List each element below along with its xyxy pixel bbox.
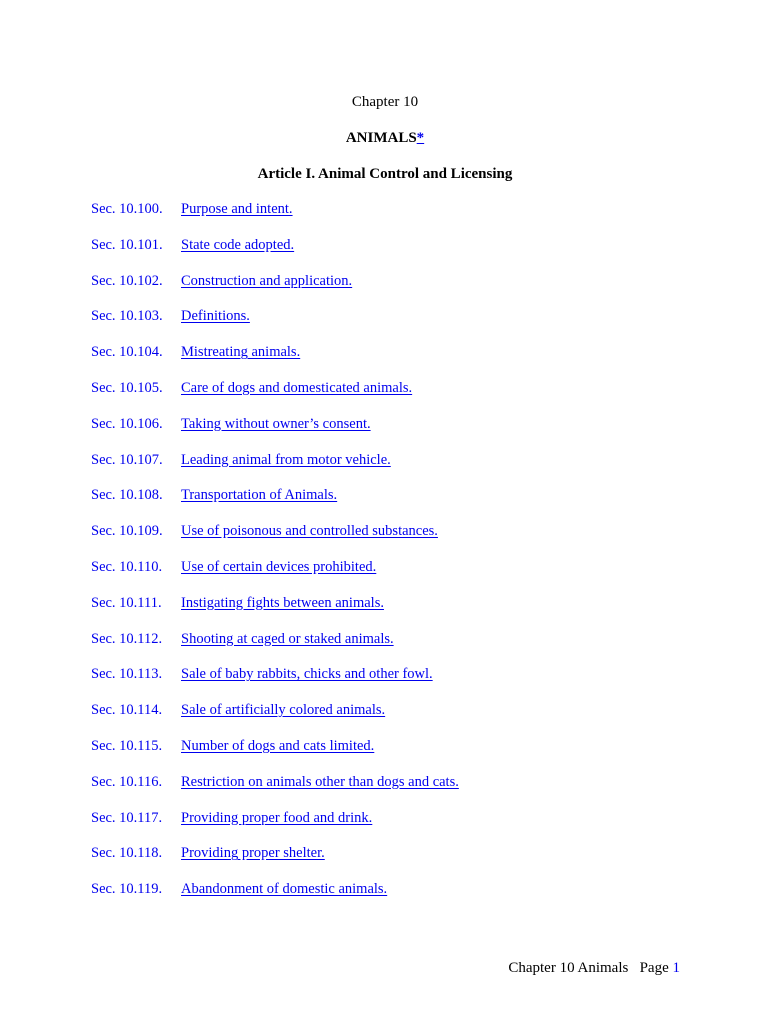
section-number: Sec. 10.118.: [91, 845, 163, 862]
chapter-heading: Chapter 10: [351, 94, 419, 110]
section-number: Sec. 10.106.: [91, 415, 163, 432]
section-number: Sec. 10.105.: [91, 379, 163, 396]
section-title: Providing proper shelter.: [181, 845, 325, 862]
section-link[interactable]: [91, 774, 459, 790]
section-title: Use of poisonous and controlled substances.: [181, 523, 438, 540]
section-link[interactable]: [91, 702, 385, 718]
section-title: Sale of artificially colored animals.: [181, 702, 386, 719]
section-number: Sec. 10.107.: [91, 451, 163, 468]
section-number: Sec. 10.113.: [91, 666, 163, 683]
section-title: Restriction on animals other than dogs and cats.: [181, 773, 459, 790]
page-number: 1: [672, 960, 680, 976]
section-number: Sec. 10.101.: [91, 236, 163, 253]
section-link[interactable]: [91, 523, 438, 539]
section-link[interactable]: [91, 452, 391, 468]
section-title: Construction and application.: [181, 272, 353, 289]
section-list-item: [91, 736, 459, 772]
section-title: Abandonment of domestic animals.: [181, 881, 388, 898]
section-link[interactable]: [91, 308, 250, 324]
section-title: Shooting at caged or staked animals.: [181, 630, 394, 647]
section-number: Sec. 10.100.: [91, 201, 163, 217]
section-link[interactable]: [91, 631, 394, 647]
section-list-item: [91, 235, 459, 271]
section-list-item: [91, 700, 459, 736]
section-list: [91, 199, 459, 915]
section-list-item: [91, 485, 459, 521]
section-title: Mistreating animals.: [181, 344, 301, 361]
section-number: Sec. 10.109.: [91, 523, 163, 540]
section-number: Sec. 10.102.: [91, 272, 163, 289]
section-link[interactable]: [91, 273, 352, 289]
section-number: Sec. 10.117.: [91, 809, 163, 826]
chapter-title: [0, 128, 770, 148]
section-list-item: [91, 378, 459, 414]
section-number: Sec. 10.111.: [91, 594, 162, 611]
section-list-item: [91, 199, 459, 235]
chapter-title-text: ANIMALS: [345, 130, 417, 146]
section-number: Sec. 10.116.: [91, 773, 163, 790]
section-title: Providing proper food and drink.: [181, 809, 373, 826]
section-link[interactable]: [91, 559, 376, 575]
section-number: Sec. 10.108.: [91, 487, 163, 504]
section-list-item: [91, 557, 459, 593]
section-title: Leading animal from motor vehicle.: [181, 451, 391, 468]
section-link[interactable]: [91, 738, 374, 754]
section-link[interactable]: [91, 237, 294, 253]
section-title: State code adopted.: [181, 236, 295, 253]
page-footer: [508, 958, 680, 978]
section-number: Sec. 10.115.: [91, 737, 163, 754]
section-link[interactable]: [91, 595, 384, 611]
section-title: Taking without owner’s consent.: [181, 415, 371, 432]
section-list-item: [91, 306, 459, 342]
section-link[interactable]: [91, 845, 325, 861]
section-list-item: [91, 521, 459, 557]
section-list-item: [91, 450, 459, 486]
section-list-item: [91, 629, 459, 665]
section-title: Definitions.: [181, 308, 250, 325]
section-number: Sec. 10.119.: [91, 881, 163, 898]
section-link[interactable]: [91, 487, 337, 503]
footnote-link[interactable]: *: [416, 130, 425, 146]
section-title: Instigating fights between animals.: [181, 594, 384, 611]
section-list-item: [91, 414, 459, 450]
section-title: Care of dogs and domesticated animals.: [181, 379, 413, 396]
section-title: Sale of baby rabbits, chicks and other fowl.: [181, 666, 433, 683]
section-link[interactable]: [91, 380, 412, 396]
section-list-item: [91, 808, 459, 844]
section-list-item: [91, 664, 459, 700]
section-link[interactable]: [91, 810, 372, 826]
section-number: Sec. 10.112.: [91, 630, 163, 647]
section-link[interactable]: [91, 416, 371, 432]
section-link[interactable]: [91, 201, 293, 217]
section-link[interactable]: [91, 344, 300, 360]
section-number: Sec. 10.114.: [91, 702, 163, 719]
section-list-item: [91, 879, 459, 915]
section-list-item: [91, 342, 459, 378]
section-title: Purpose and intent.: [181, 201, 293, 217]
section-title: Number of dogs and cats limited.: [181, 737, 375, 754]
footer-label: Chapter 10 Animals Page: [508, 960, 669, 976]
section-link[interactable]: [91, 666, 433, 682]
section-list-item: [91, 593, 459, 629]
section-list-item: [91, 772, 459, 808]
section-title: Transportation of Animals.: [181, 487, 338, 504]
section-number: Sec. 10.103.: [91, 308, 163, 325]
section-number: Sec. 10.104.: [91, 344, 163, 361]
section-title: Use of certain devices prohibited.: [181, 558, 377, 575]
article-heading: Article I. Animal Control and Licensing: [257, 166, 513, 182]
section-list-item: [91, 843, 459, 879]
section-link[interactable]: [91, 881, 387, 897]
section-list-item: [91, 271, 459, 307]
section-number: Sec. 10.110.: [91, 558, 163, 575]
